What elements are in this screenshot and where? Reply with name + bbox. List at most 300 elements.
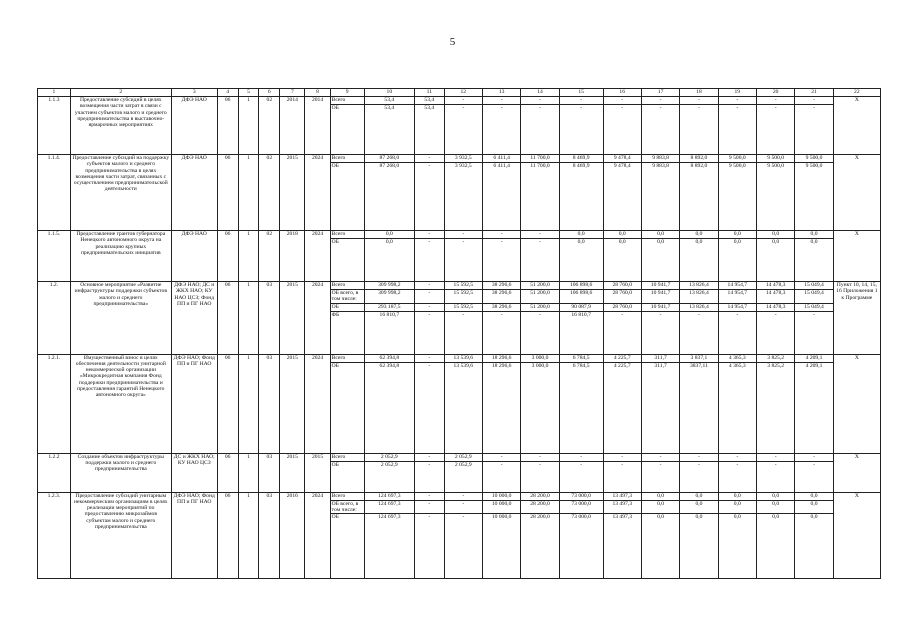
- funding-value: 4 225,7: [603, 362, 641, 453]
- funding-value: 9 500,0: [718, 163, 756, 231]
- activity-name: Создание объектов инфраструктуры поддержки малого и среднего предпринимательства: [70, 453, 171, 492]
- funding-value: 15 592,5: [444, 282, 482, 290]
- funding-value: 62 394,8: [364, 362, 414, 453]
- budget-code-6: 03: [259, 492, 280, 579]
- funding-value: 293 187,5: [364, 303, 414, 311]
- funding-value: 4 209,1: [795, 362, 833, 453]
- funding-value: -: [680, 97, 718, 105]
- funding-value: -: [521, 453, 559, 461]
- funding-value: -: [680, 453, 718, 461]
- column-number: 14: [521, 89, 559, 97]
- funding-value: -: [521, 461, 559, 492]
- funding-value: 28 760,0: [603, 303, 641, 311]
- funding-value: -: [718, 311, 756, 354]
- funding-value: -: [756, 311, 794, 354]
- funding-value: -: [482, 311, 520, 354]
- funding-value: -: [444, 492, 482, 500]
- funding-value: -: [415, 311, 445, 354]
- funding-value: -: [718, 105, 756, 155]
- funding-value: 62 394,8: [364, 354, 414, 362]
- activity-executor: ДФЭ НАО; Фонд ПП и ПГ НАО: [171, 354, 217, 453]
- funding-value: 16 810,7: [364, 311, 414, 354]
- funding-value: 124 697,3: [364, 514, 414, 579]
- budget-code-5: 1: [238, 231, 259, 282]
- funding-value: 73 000,0: [559, 500, 603, 514]
- budget-code-6: 03: [259, 282, 280, 355]
- funding-source-label: Всего: [330, 354, 364, 362]
- funding-value: -: [482, 97, 520, 105]
- funding-value: -: [415, 492, 445, 500]
- funding-value: 13 539,6: [444, 354, 482, 362]
- column-number: 12: [444, 89, 482, 97]
- column-number: 5: [238, 89, 259, 97]
- column-number: 17: [641, 89, 679, 97]
- funding-value: 73 000,0: [559, 492, 603, 500]
- funding-value: -: [415, 282, 445, 290]
- column-number: 11: [415, 89, 445, 97]
- funding-value: -: [603, 311, 641, 354]
- funding-value: -: [756, 97, 794, 105]
- funding-value: -: [795, 97, 833, 105]
- funding-value: -: [559, 97, 603, 105]
- activity-code: 1.2.1.: [38, 354, 71, 453]
- funding-value: 9 500,0: [795, 155, 833, 163]
- funding-value: 3 837,1: [680, 354, 718, 362]
- activity-code: 1.2.2: [38, 453, 71, 492]
- funding-value: -: [521, 105, 559, 155]
- funding-value: 0,0: [641, 500, 679, 514]
- funding-value: 53,4: [415, 105, 445, 155]
- column-number-row: [38, 89, 881, 97]
- funding-value: -: [641, 311, 679, 354]
- funding-value: 6 784,5: [559, 362, 603, 453]
- page-number: 5: [449, 36, 456, 48]
- funding-value: 28 200,0: [521, 500, 559, 514]
- funding-value: 124 697,3: [364, 500, 414, 514]
- end-year: 2015: [305, 453, 330, 492]
- funding-value: 9 478,4: [603, 163, 641, 231]
- funding-value: 13 539,6: [444, 362, 482, 453]
- funding-value: 2 052,9: [444, 461, 482, 492]
- funding-value: 4 209,1: [795, 354, 833, 362]
- end-year: 2024: [305, 231, 330, 282]
- funding-value: -: [795, 311, 833, 354]
- funding-value: -: [444, 239, 482, 282]
- activity-code: 1.1.3: [38, 97, 71, 155]
- funding-value: 0,0: [718, 500, 756, 514]
- funding-value: -: [680, 311, 718, 354]
- funding-value: 53,4: [415, 97, 445, 105]
- funding-value: -: [444, 97, 482, 105]
- funding-value: 38 296,6: [482, 282, 520, 290]
- funding-value: 13 826,4: [680, 303, 718, 311]
- funding-value: -: [559, 461, 603, 492]
- start-year: 2014: [280, 97, 305, 155]
- activity-note: Х: [833, 453, 880, 492]
- funding-value: -: [680, 105, 718, 155]
- start-year: 2018: [280, 231, 305, 282]
- funding-value: -: [641, 461, 679, 492]
- funding-value: 9 883,8: [641, 163, 679, 231]
- activity-note: Х: [833, 492, 880, 579]
- funding-value: -: [482, 239, 520, 282]
- funding-value: -: [415, 453, 445, 461]
- funding-value: -: [444, 231, 482, 239]
- funding-value: 10 941,7: [641, 282, 679, 290]
- funding-source-label: ОБ: [330, 105, 364, 155]
- funding-value: -: [603, 461, 641, 492]
- funding-value: -: [756, 105, 794, 155]
- funding-value: 38 296,6: [482, 303, 520, 311]
- column-number: 21: [795, 89, 833, 97]
- funding-value: 3 000,0: [521, 354, 559, 362]
- column-number: 8: [305, 89, 330, 97]
- funding-value: -: [603, 453, 641, 461]
- funding-value: -: [482, 231, 520, 239]
- funding-source-label: Всего: [330, 282, 364, 290]
- budget-code-5: 1: [238, 453, 259, 492]
- program-activities-table: [37, 88, 881, 579]
- funding-value: 9 478,4: [603, 155, 641, 163]
- activity-name: Предоставление субсидий на поддержку субъектов малого и среднего предпринимательства в целях возмещения части затрат, связанных с осуществлением предпринимательской деятельности: [70, 155, 171, 231]
- funding-value: 0,0: [795, 239, 833, 282]
- funding-value: 10 941,7: [641, 290, 679, 304]
- activity-code: 1.2.3.: [38, 492, 71, 579]
- funding-value: 14 954,7: [718, 290, 756, 304]
- funding-value: 0,0: [364, 231, 414, 239]
- funding-value: -: [521, 311, 559, 354]
- budget-code-5: 1: [238, 354, 259, 453]
- funding-source-label: ОБ всего, в том числе:: [330, 500, 364, 514]
- funding-value: -: [444, 105, 482, 155]
- funding-value: 0,0: [641, 514, 679, 579]
- funding-value: -: [482, 461, 520, 492]
- budget-code-6: 03: [259, 453, 280, 492]
- funding-value: -: [559, 105, 603, 155]
- start-year: 2015: [280, 354, 305, 453]
- activity-name: Предоставление субсидий в целях возмещения части затрат в связи с участием субъектов малого и среднего предпринимательства в выставочно-ярмарочных мероприятиях: [70, 97, 171, 155]
- column-number: 6: [259, 89, 280, 97]
- funding-value: 2 052,9: [364, 461, 414, 492]
- funding-value: 6 784,5: [559, 354, 603, 362]
- funding-value: 15 049,4: [795, 282, 833, 290]
- funding-source-label: ОБ: [330, 461, 364, 492]
- funding-value: 8 892,0: [680, 155, 718, 163]
- funding-value: 0,0: [559, 231, 603, 239]
- funding-value: 13 826,4: [680, 282, 718, 290]
- funding-value: 0,0: [756, 500, 794, 514]
- funding-value: -: [415, 239, 445, 282]
- funding-value: -: [718, 461, 756, 492]
- column-number: 9: [330, 89, 364, 97]
- funding-value: 309 998,2: [364, 282, 414, 290]
- funding-value: 9 500,0: [795, 163, 833, 231]
- funding-value: -: [415, 500, 445, 514]
- funding-value: 8 892,0: [680, 163, 718, 231]
- funding-value: 15 592,5: [444, 303, 482, 311]
- funding-value: 0,0: [718, 492, 756, 500]
- funding-value: 28 760,0: [603, 282, 641, 290]
- funding-value: -: [603, 97, 641, 105]
- funding-value: 53,4: [364, 105, 414, 155]
- funding-value: 10 941,7: [641, 303, 679, 311]
- column-number: 19: [718, 89, 756, 97]
- funding-value: -: [521, 239, 559, 282]
- funding-value: 3 932,5: [444, 163, 482, 231]
- funding-value: -: [795, 453, 833, 461]
- budget-code-5: 1: [238, 282, 259, 355]
- funding-value: 13 497,3: [603, 500, 641, 514]
- funding-value: -: [415, 303, 445, 311]
- funding-value: -: [444, 311, 482, 354]
- funding-source-label: Всего: [330, 155, 364, 163]
- funding-value: 51 200,0: [521, 290, 559, 304]
- column-number: 7: [280, 89, 305, 97]
- budget-code-6: 02: [259, 97, 280, 155]
- funding-value: -: [718, 453, 756, 461]
- budget-code-4: 06: [217, 453, 238, 492]
- funding-value: 15 049,4: [795, 303, 833, 311]
- activity-executor: ДФЭ НАО; ДС и ЖКХ НАО; КУ НАО ЦСЗ; Фонд ПП и ПГ НАО: [171, 282, 217, 355]
- funding-value: 14 478,3: [756, 303, 794, 311]
- funding-value: 3 825,2: [756, 362, 794, 453]
- funding-value: -: [482, 105, 520, 155]
- funding-value: 3 932,5: [444, 155, 482, 163]
- budget-code-5: 1: [238, 97, 259, 155]
- activity-executor: ДФЭ НАО: [171, 231, 217, 282]
- funding-value: -: [444, 514, 482, 579]
- funding-value: -: [641, 453, 679, 461]
- funding-value: -: [521, 231, 559, 239]
- funding-value: -: [415, 362, 445, 453]
- funding-value: 0,0: [718, 231, 756, 239]
- activity-note: Х: [833, 354, 880, 453]
- funding-value: 309 998,2: [364, 290, 414, 304]
- funding-value: -: [795, 461, 833, 492]
- funding-value: 10 000,0: [482, 514, 520, 579]
- activity-code: 1.2.: [38, 282, 71, 355]
- funding-value: 53,4: [364, 97, 414, 105]
- funding-value: 38 296,6: [482, 290, 520, 304]
- funding-value: 14 478,3: [756, 290, 794, 304]
- funding-value: -: [415, 461, 445, 492]
- funding-value: 0,0: [756, 231, 794, 239]
- column-number: 20: [756, 89, 794, 97]
- funding-value: 0,0: [364, 239, 414, 282]
- funding-value: 90 087,9: [559, 303, 603, 311]
- budget-code-4: 06: [217, 492, 238, 579]
- activity-code: 1.1.5.: [38, 231, 71, 282]
- funding-value: 0,0: [680, 500, 718, 514]
- activity-note: Х: [833, 155, 880, 231]
- funding-source-label: Всего: [330, 97, 364, 105]
- table-row: [38, 97, 881, 105]
- funding-value: 14 954,7: [718, 303, 756, 311]
- funding-value: 4 225,7: [603, 354, 641, 362]
- column-number: 15: [559, 89, 603, 97]
- budget-code-6: 02: [259, 231, 280, 282]
- funding-value: 0,0: [680, 231, 718, 239]
- funding-value: 0,0: [641, 492, 679, 500]
- funding-source-label: ОБ: [330, 362, 364, 453]
- funding-source-label: Всего: [330, 492, 364, 500]
- table-body: [38, 97, 881, 579]
- budget-code-5: 1: [238, 492, 259, 579]
- funding-value: 28 760,0: [603, 290, 641, 304]
- end-year: 2024: [305, 354, 330, 453]
- activity-executor: ДФЭ НАО: [171, 97, 217, 155]
- funding-value: -: [680, 461, 718, 492]
- end-year: 2014: [305, 97, 330, 155]
- column-number: 18: [680, 89, 718, 97]
- activity-executor: ДФЭ НАО; Фонд ПП и ПГ НАО: [171, 492, 217, 579]
- funding-value: 11 700,0: [521, 155, 559, 163]
- budget-code-5: 1: [238, 155, 259, 231]
- funding-value: 0,0: [641, 239, 679, 282]
- table-row: [38, 492, 881, 500]
- funding-value: 0,0: [795, 492, 833, 500]
- column-number: 1: [38, 89, 71, 97]
- funding-value: -: [559, 453, 603, 461]
- funding-value: 28 200,0: [521, 514, 559, 579]
- funding-source-label: ОБ: [330, 303, 364, 311]
- start-year: 2016: [280, 492, 305, 579]
- budget-code-4: 06: [217, 155, 238, 231]
- funding-value: 8 469,9: [559, 155, 603, 163]
- funding-value: -: [415, 354, 445, 362]
- budget-code-6: 02: [259, 155, 280, 231]
- funding-value: 51 200,0: [521, 303, 559, 311]
- activity-note: Пункт 10, 14, 15, 16 Приложения 1 к Программе: [833, 282, 880, 355]
- funding-value: 9 500,0: [756, 163, 794, 231]
- funding-value: 0,0: [795, 500, 833, 514]
- funding-value: 13 497,3: [603, 492, 641, 500]
- funding-value: 3837,11: [680, 362, 718, 453]
- column-number: 22: [833, 89, 880, 97]
- funding-value: 3 825,2: [756, 354, 794, 362]
- funding-value: 2 052,9: [364, 453, 414, 461]
- funding-value: 9 500,0: [718, 155, 756, 163]
- column-number: 3: [171, 89, 217, 97]
- column-number: 10: [364, 89, 414, 97]
- funding-value: -: [444, 500, 482, 514]
- funding-value: 124 697,3: [364, 492, 414, 500]
- funding-value: 311,7: [641, 362, 679, 453]
- funding-value: 3 000,0: [521, 362, 559, 453]
- funding-source-label: ОБ: [330, 163, 364, 231]
- funding-value: 14 478,3: [756, 282, 794, 290]
- funding-source-label: ОБ всего, в том числе:: [330, 290, 364, 304]
- funding-value: 6 411,4: [482, 155, 520, 163]
- funding-value: 4 365,3: [718, 362, 756, 453]
- funding-value: 73 000,0: [559, 514, 603, 579]
- funding-value: 0,0: [680, 239, 718, 282]
- funding-value: 14 954,7: [718, 282, 756, 290]
- table-row: [38, 453, 881, 461]
- budget-code-4: 06: [217, 354, 238, 453]
- funding-value: 8 469,9: [559, 163, 603, 231]
- funding-value: 87 268,0: [364, 163, 414, 231]
- funding-value: 10 000,0: [482, 500, 520, 514]
- activity-code: 1.1.4.: [38, 155, 71, 231]
- funding-value: -: [415, 155, 445, 163]
- end-year: 2024: [305, 155, 330, 231]
- activity-name: Имущественный взнос в целях обеспечения деятельности унитарной некоммерческой организации «Микрокредитная компания Фонд поддержки предпринимательства и предоставления гарантий Ненецкого автономного округа»: [70, 354, 171, 453]
- activity-name: Предоставление грантов губернатора Ненецкого автономного округа на реализацию крупных предпринимательских инициатив: [70, 231, 171, 282]
- funding-value: 0,0: [795, 231, 833, 239]
- funding-value: 51 200,0: [521, 282, 559, 290]
- funding-value: -: [756, 461, 794, 492]
- funding-value: 15 049,4: [795, 290, 833, 304]
- funding-value: 13 497,3: [603, 514, 641, 579]
- funding-source-label: ФБ: [330, 311, 364, 354]
- funding-value: 2 052,9: [444, 453, 482, 461]
- funding-value: 0,0: [680, 492, 718, 500]
- column-number: 13: [482, 89, 520, 97]
- activity-executor: ДС и ЖКХ НАО; КУ НАО ЦСЗ: [171, 453, 217, 492]
- activity-note: Х: [833, 231, 880, 282]
- funding-value: 0,0: [756, 492, 794, 500]
- funding-value: 11 700,0: [521, 163, 559, 231]
- end-year: 2024: [305, 492, 330, 579]
- funding-value: 106 898,6: [559, 290, 603, 304]
- funding-value: 0,0: [718, 514, 756, 579]
- activity-name: Предоставление субсидий унитарным некоммерческим организациям в целях реализации мероприятий по предоставлению микрозаймов субъектам малого и среднего предпринимательства: [70, 492, 171, 579]
- table-row: [38, 155, 881, 163]
- funding-value: 87 268,0: [364, 155, 414, 163]
- funding-value: -: [415, 514, 445, 579]
- column-number: 16: [603, 89, 641, 97]
- funding-value: 9 883,8: [641, 155, 679, 163]
- funding-value: -: [641, 97, 679, 105]
- funding-value: -: [415, 163, 445, 231]
- table-row: [38, 231, 881, 239]
- table-row: [38, 282, 881, 290]
- start-year: 2015: [280, 155, 305, 231]
- funding-value: 6 411,4: [482, 163, 520, 231]
- funding-value: 13 826,4: [680, 290, 718, 304]
- funding-value: 0,0: [756, 514, 794, 579]
- funding-value: 0,0: [756, 239, 794, 282]
- funding-value: -: [641, 105, 679, 155]
- budget-code-4: 06: [217, 282, 238, 355]
- budget-code-6: 03: [259, 354, 280, 453]
- funding-value: 10 000,0: [482, 492, 520, 500]
- funding-value: 18 296,6: [482, 362, 520, 453]
- table-row: [38, 354, 881, 362]
- funding-value: -: [415, 290, 445, 304]
- funding-value: 106 898,6: [559, 282, 603, 290]
- end-year: 2024: [305, 282, 330, 355]
- budget-code-4: 06: [217, 97, 238, 155]
- start-year: 2015: [280, 282, 305, 355]
- funding-value: -: [521, 97, 559, 105]
- funding-value: -: [603, 105, 641, 155]
- funding-value: 0,0: [680, 514, 718, 579]
- budget-code-4: 06: [217, 231, 238, 282]
- funding-value: 16 810,7: [559, 311, 603, 354]
- column-number: 2: [70, 89, 171, 97]
- column-number: 4: [217, 89, 238, 97]
- funding-value: 0,0: [718, 239, 756, 282]
- funding-value: 15 592,5: [444, 290, 482, 304]
- funding-value: 4 365,3: [718, 354, 756, 362]
- activity-executor: ДФЭ НАО: [171, 155, 217, 231]
- funding-value: 18 296,6: [482, 354, 520, 362]
- funding-value: 0,0: [795, 514, 833, 579]
- funding-source-label: ОБ: [330, 239, 364, 282]
- funding-value: -: [718, 97, 756, 105]
